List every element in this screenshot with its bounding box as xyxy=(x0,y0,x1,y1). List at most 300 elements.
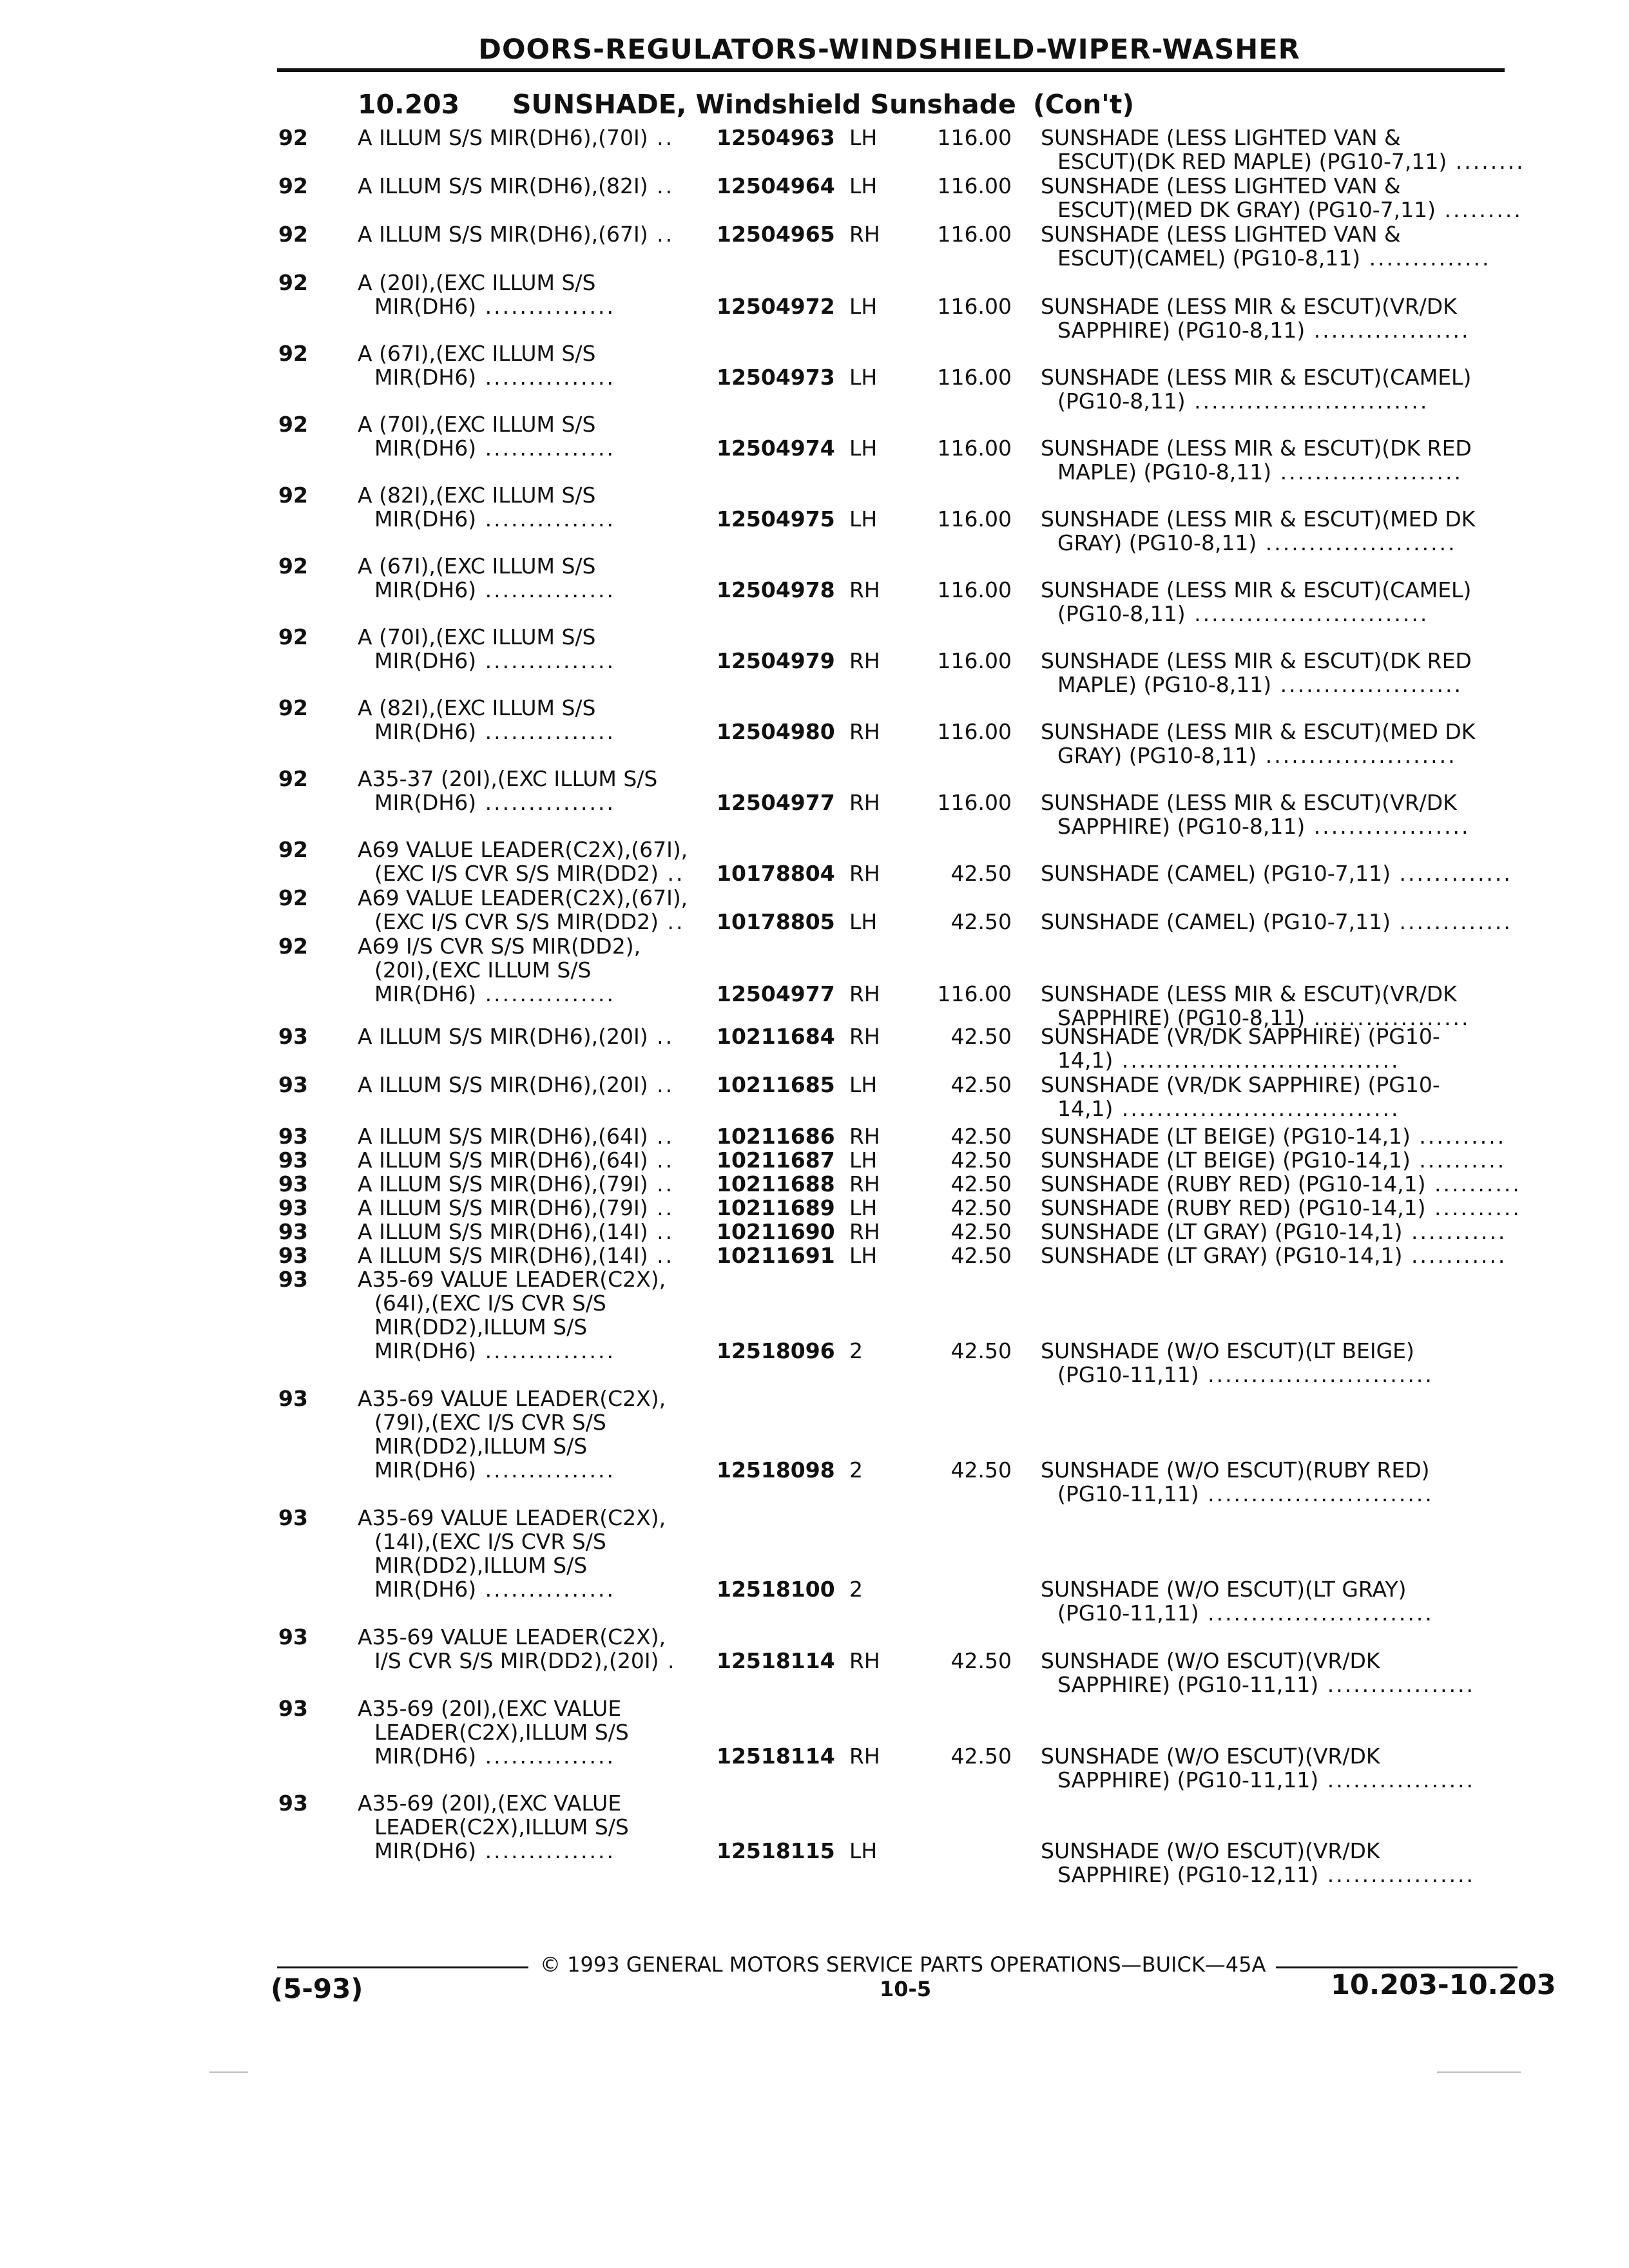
part-name-line xyxy=(1041,1339,1434,1363)
part-name-text: SUNSHADE (CAMEL) (PG10-7,11) xyxy=(1041,909,1391,934)
usage-line xyxy=(358,1839,629,1863)
part-name-line xyxy=(1041,673,1472,697)
part-name xyxy=(1041,1458,1434,1506)
part-name-line xyxy=(1041,1839,1475,1863)
usage-description xyxy=(358,1387,666,1482)
leader-dots: ..................... xyxy=(1271,672,1463,697)
list-price: 42.50 xyxy=(950,1171,1012,1196)
usage-text: A ILLUM S/S MIR(DH6),(82I) xyxy=(358,173,648,198)
usage-line xyxy=(358,1124,674,1148)
part-name-text: SUNSHADE (LT GRAY) (PG10-14,1) xyxy=(1041,1243,1403,1268)
usage-line xyxy=(358,1220,674,1244)
figure-number: 92 xyxy=(278,222,308,247)
usage-text: MIR(DD2),ILLUM S/S xyxy=(374,1434,588,1459)
part-number: 12504974 xyxy=(717,436,835,461)
part-name-text: SUNSHADE (LESS MIR & ESCUT)(MED DK xyxy=(1041,719,1476,744)
side-indicator: LH xyxy=(849,365,878,390)
part-number: 10211686 xyxy=(717,1124,835,1149)
list-price: 116.00 xyxy=(937,506,1012,532)
usage-text: (79I),(EXC I/S CVR S/S xyxy=(374,1410,606,1435)
usage-line xyxy=(358,341,615,365)
side-indicator: LH xyxy=(849,436,878,461)
side-indicator: 2 xyxy=(849,1457,863,1483)
figure-number: 93 xyxy=(278,1624,308,1649)
usage-line xyxy=(358,507,615,531)
figure-number: 93 xyxy=(278,1148,308,1173)
usage-line xyxy=(358,1024,674,1048)
figure-number: 93 xyxy=(278,1219,308,1244)
usage-text: A ILLUM S/S MIR(DH6),(67I) xyxy=(358,222,648,247)
part-name-text: SUNSHADE (W/O ESCUT)(LT GRAY) xyxy=(1041,1577,1407,1602)
figure-number: 92 xyxy=(278,173,308,198)
usage-line xyxy=(358,1649,676,1673)
usage-line xyxy=(358,886,688,910)
usage-text: MIR(DH6) xyxy=(374,365,477,390)
part-name-line xyxy=(1041,1024,1440,1048)
usage-description xyxy=(358,1696,629,1768)
usage-line xyxy=(358,982,641,1006)
part-name-text: SUNSHADE (LESS LIGHTED VAN & xyxy=(1041,125,1401,150)
part-name-text: SAPPHIRE) (PG10-8,11) xyxy=(1057,814,1306,839)
side-indicator: LH xyxy=(849,125,878,150)
part-name-text: SUNSHADE (LESS MIR & ESCUT)(VR/DK xyxy=(1041,294,1457,319)
leader-dots: .. xyxy=(648,1148,675,1173)
leader-dots: .................. xyxy=(1305,318,1470,343)
part-name-line xyxy=(1041,910,1512,934)
usage-line xyxy=(358,1791,629,1815)
usage-text: MIR(DD2),ILLUM S/S xyxy=(374,1314,588,1340)
usage-text: (14I),(EXC I/S CVR S/S xyxy=(374,1529,606,1554)
usage-text: LEADER(C2X),ILLUM S/S xyxy=(374,1720,629,1745)
side-indicator: 2 xyxy=(849,1338,863,1363)
usage-description xyxy=(358,838,688,885)
date-code: (5-93) xyxy=(271,1973,363,2004)
usage-line xyxy=(358,174,674,198)
usage-text: A (67I),(EXC ILLUM S/S xyxy=(358,553,596,579)
part-name-text: SUNSHADE (VR/DK SAPPHIRE) (PG10- xyxy=(1041,1072,1440,1097)
leader-dots: ............. xyxy=(1391,861,1512,886)
list-price: 116.00 xyxy=(937,436,1012,461)
leader-dots: .. xyxy=(648,1024,675,1049)
usage-text: A35-69 VALUE LEADER(C2X), xyxy=(358,1505,666,1530)
part-name-line xyxy=(1041,1601,1434,1625)
side-indicator: LH xyxy=(849,1243,878,1268)
part-name-text: SUNSHADE (LESS MIR & ESCUT)(DK RED xyxy=(1041,436,1472,461)
part-name-line xyxy=(1041,246,1491,270)
leader-dots: .. xyxy=(659,909,685,934)
side-indicator: 2 xyxy=(849,1577,863,1602)
leader-dots: ............... xyxy=(476,719,615,744)
usage-line xyxy=(358,767,657,791)
side-indicator: RH xyxy=(849,719,880,744)
usage-description xyxy=(358,1073,674,1097)
usage-line xyxy=(358,696,615,720)
side-indicator: LH xyxy=(849,1148,878,1173)
part-name xyxy=(1041,1577,1434,1625)
part-name-line xyxy=(1041,389,1471,413)
usage-text: A (67I),(EXC ILLUM S/S xyxy=(358,341,596,366)
part-name-text: SUNSHADE (LESS MIR & ESCUT)(MED DK xyxy=(1041,506,1476,532)
usage-line xyxy=(358,412,615,436)
figure-number: 92 xyxy=(278,695,308,720)
leader-dots: ............... xyxy=(476,577,615,602)
part-name xyxy=(1041,1124,1506,1148)
part-name-text: ESCUT)(DK RED MAPLE) (PG10-7,11) xyxy=(1057,149,1447,174)
list-price: 116.00 xyxy=(937,981,1012,1006)
figure-number: 93 xyxy=(278,1171,308,1196)
usage-line xyxy=(358,271,615,294)
side-indicator: RH xyxy=(849,861,880,886)
figure-number: 92 xyxy=(278,624,308,649)
part-number: 12504977 xyxy=(717,790,835,815)
part-name-text: SAPPHIRE) (PG10-11,11) xyxy=(1057,1672,1319,1697)
part-name-text: 14,1) xyxy=(1057,1096,1113,1121)
usage-text: I/S CVR S/S MIR(DD2),(20I) xyxy=(374,1648,659,1673)
leader-dots: ........... xyxy=(1402,1243,1507,1268)
side-indicator: RH xyxy=(849,1648,880,1673)
leader-dots: .. xyxy=(648,125,675,150)
usage-line xyxy=(358,1387,666,1410)
part-name-line xyxy=(1041,174,1523,198)
part-name xyxy=(1041,365,1471,413)
usage-text: MIR(DH6) xyxy=(374,1338,477,1363)
figure-number: 92 xyxy=(278,483,308,508)
part-number: 12518114 xyxy=(717,1648,835,1673)
part-number: 12518096 xyxy=(717,1338,835,1363)
usage-description xyxy=(358,174,674,198)
usage-text: MIR(DH6) xyxy=(374,1577,477,1602)
figure-number: 92 xyxy=(278,837,308,862)
usage-description xyxy=(358,886,688,934)
leader-dots: ........................... xyxy=(1185,601,1429,626)
part-name-line xyxy=(1041,507,1475,531)
part-number: 12504973 xyxy=(717,365,835,390)
figure-number: 92 xyxy=(278,934,308,959)
usage-text: (EXC I/S CVR S/S MIR(DD2) xyxy=(374,861,659,886)
usage-description xyxy=(358,1148,674,1172)
figure-number: 93 xyxy=(278,1505,308,1530)
part-name-line xyxy=(1041,436,1472,460)
figure-number: 93 xyxy=(278,1195,308,1220)
leader-dots: ............... xyxy=(476,294,615,319)
part-name xyxy=(1041,649,1472,697)
list-price: 116.00 xyxy=(937,648,1012,673)
part-number: 12504964 xyxy=(717,173,835,198)
leader-dots: ............... xyxy=(476,1457,615,1483)
list-price: 42.50 xyxy=(950,861,1012,886)
part-name xyxy=(1041,1744,1475,1792)
usage-description xyxy=(358,1024,674,1048)
part-name-text: ESCUT)(MED DK GRAY) (PG10-7,11) xyxy=(1057,197,1436,222)
usage-line xyxy=(358,720,615,744)
usage-description xyxy=(358,1124,674,1148)
part-name-line xyxy=(1041,1073,1440,1097)
figure-number: 93 xyxy=(278,1024,308,1049)
part-name xyxy=(1041,507,1475,555)
usage-text: A ILLUM S/S MIR(DH6),(20I) xyxy=(358,1072,648,1097)
usage-text: (64I),(EXC I/S CVR S/S xyxy=(374,1291,606,1316)
figure-number: 92 xyxy=(278,553,308,579)
part-name-line xyxy=(1041,744,1475,767)
list-price: 116.00 xyxy=(937,577,1012,602)
part-name xyxy=(1041,982,1470,1030)
leader-dots: .............. xyxy=(1360,245,1491,271)
part-name-line xyxy=(1041,1244,1507,1267)
part-number: 10178805 xyxy=(717,909,835,934)
part-name-text: GRAY) (PG10-8,11) xyxy=(1057,743,1257,768)
leader-dots: . xyxy=(659,1648,677,1673)
scan-speck xyxy=(209,2071,248,2073)
part-name-text: (PG10-8,11) xyxy=(1057,389,1186,414)
part-name-line xyxy=(1041,1577,1434,1601)
usage-text: A ILLUM S/S MIR(DH6),(79I) xyxy=(358,1171,648,1196)
part-name xyxy=(1041,1839,1475,1887)
section-number: 10.203 xyxy=(358,89,460,120)
part-name xyxy=(1041,720,1475,767)
footer-rule-left xyxy=(277,1966,528,1968)
usage-line xyxy=(358,294,615,318)
part-name-text: (PG10-11,11) xyxy=(1057,1600,1199,1626)
usage-line xyxy=(358,1744,629,1768)
usage-line xyxy=(358,1148,674,1172)
part-number: 10211689 xyxy=(717,1195,835,1220)
usage-text: A (82I),(EXC ILLUM S/S xyxy=(358,483,596,508)
part-name-text: SUNSHADE (LESS LIGHTED VAN & xyxy=(1041,222,1401,247)
usage-text: MIR(DH6) xyxy=(374,1838,477,1863)
part-number: 12518098 xyxy=(717,1457,835,1483)
part-name-text: SAPPHIRE) (PG10-8,11) xyxy=(1057,318,1306,343)
leader-dots: ........................... xyxy=(1185,389,1429,414)
usage-line xyxy=(358,861,688,885)
side-indicator: RH xyxy=(849,1024,880,1049)
list-price: 116.00 xyxy=(937,173,1012,198)
part-name-line xyxy=(1041,1482,1434,1506)
figure-number: 93 xyxy=(278,1791,308,1816)
list-price: 116.00 xyxy=(937,125,1012,150)
usage-line xyxy=(358,1458,666,1482)
part-number: 10178804 xyxy=(717,861,835,886)
part-number: 10211691 xyxy=(717,1243,835,1268)
part-name-text: MAPLE) (PG10-8,11) xyxy=(1057,459,1272,485)
part-number: 12504979 xyxy=(717,648,835,673)
usage-line xyxy=(358,483,615,507)
part-name-text: SUNSHADE (W/O ESCUT)(RUBY RED) xyxy=(1041,1457,1430,1483)
part-name-line xyxy=(1041,294,1470,318)
leader-dots: .......................... xyxy=(1199,1362,1434,1387)
part-name-line xyxy=(1041,1744,1475,1768)
part-name-text: SUNSHADE (LESS LIGHTED VAN & xyxy=(1041,173,1401,198)
usage-text: A ILLUM S/S MIR(DH6),(79I) xyxy=(358,1195,648,1220)
leader-dots: .. xyxy=(648,1219,675,1244)
leader-dots: ............. xyxy=(1391,909,1512,934)
part-name-line xyxy=(1041,1124,1506,1148)
usage-text: A35-69 VALUE LEADER(C2X), xyxy=(358,1624,666,1649)
leader-dots: ............... xyxy=(476,436,615,461)
part-name-text: SUNSHADE (RUBY RED) (PG10-14,1) xyxy=(1041,1195,1426,1220)
usage-line xyxy=(358,838,688,861)
usage-description xyxy=(358,341,615,389)
usage-text: A (70I),(EXC ILLUM S/S xyxy=(358,624,596,649)
leader-dots: .. xyxy=(648,222,675,247)
leader-dots: ................. xyxy=(1318,1862,1476,1887)
figure-number: 93 xyxy=(278,1124,308,1149)
figure-number: 92 xyxy=(278,885,308,910)
leader-dots: .......................... xyxy=(1199,1600,1434,1626)
part-name-line xyxy=(1041,1196,1521,1220)
part-name-text: SUNSHADE (LESS MIR & ESCUT)(VR/DK xyxy=(1041,790,1457,815)
part-name-text: SAPPHIRE) (PG10-11,11) xyxy=(1057,1767,1319,1792)
part-name-text: SUNSHADE (W/O ESCUT)(VR/DK xyxy=(1041,1648,1380,1673)
part-name-line xyxy=(1041,1863,1475,1887)
leader-dots: .................. xyxy=(1305,814,1470,839)
part-name xyxy=(1041,578,1471,626)
part-name xyxy=(1041,174,1523,222)
usage-text: MIR(DH6) xyxy=(374,648,477,673)
usage-text: MIR(DD2),ILLUM S/S xyxy=(374,1553,588,1578)
side-indicator: RH xyxy=(849,577,880,602)
usage-text: MIR(DH6) xyxy=(374,981,477,1006)
copyright-notice: © 1993 GENERAL MOTORS SERVICE PARTS OPERATIONS—BUICK—45A xyxy=(540,1952,1266,1977)
usage-text: (20I),(EXC ILLUM S/S xyxy=(374,957,592,983)
list-price: 116.00 xyxy=(937,719,1012,744)
part-name-line xyxy=(1041,1458,1434,1482)
leader-dots: ............... xyxy=(476,790,615,815)
list-price: 42.50 xyxy=(950,1457,1012,1483)
leader-dots: ......... xyxy=(1435,197,1523,222)
leader-dots: .......... xyxy=(1425,1195,1521,1220)
part-name xyxy=(1041,126,1525,173)
part-name-text: SUNSHADE (LT GRAY) (PG10-14,1) xyxy=(1041,1219,1403,1244)
page-range: 10.203-10.203 xyxy=(1331,1969,1556,2001)
part-name-text: SUNSHADE (LESS MIR & ESCUT)(CAMEL) xyxy=(1041,577,1472,602)
usage-text: MIR(DH6) xyxy=(374,790,477,815)
usage-line xyxy=(358,1434,666,1458)
figure-number: 93 xyxy=(278,1072,308,1097)
list-price: 116.00 xyxy=(937,222,1012,247)
leader-dots: ............... xyxy=(476,1838,615,1863)
usage-text: MIR(DH6) xyxy=(374,719,477,744)
side-indicator: LH xyxy=(849,173,878,198)
scan-speck xyxy=(1437,2071,1521,2073)
part-name-text: SUNSHADE (W/O ESCUT)(LT BEIGE) xyxy=(1041,1338,1414,1363)
usage-description xyxy=(358,1791,629,1863)
list-price: 116.00 xyxy=(937,294,1012,319)
figure-number: 92 xyxy=(278,125,308,150)
leader-dots: ................................ xyxy=(1113,1048,1400,1073)
usage-description xyxy=(358,1220,674,1244)
part-name-text: SAPPHIRE) (PG10-8,11) xyxy=(1057,1005,1306,1030)
usage-description xyxy=(358,271,615,318)
part-name-text: (PG10-8,11) xyxy=(1057,601,1186,626)
side-indicator: RH xyxy=(849,222,880,247)
part-name-text: ESCUT)(CAMEL) (PG10-8,11) xyxy=(1057,245,1361,271)
part-number: 10211684 xyxy=(717,1024,835,1049)
usage-line xyxy=(358,1530,666,1553)
leader-dots: .......... xyxy=(1425,1171,1521,1196)
figure-number: 93 xyxy=(278,1696,308,1721)
leader-dots: ............... xyxy=(476,1744,615,1769)
leader-dots: .. xyxy=(648,1124,675,1149)
part-name xyxy=(1041,1196,1521,1220)
usage-line xyxy=(358,578,615,602)
part-number: 12504963 xyxy=(717,125,835,150)
part-name-text: SUNSHADE (VR/DK SAPPHIRE) (PG10- xyxy=(1041,1024,1440,1049)
leader-dots: .......................... xyxy=(1199,1481,1434,1506)
part-name-text: (PG10-11,11) xyxy=(1057,1362,1199,1387)
part-name-line xyxy=(1041,1048,1440,1072)
leader-dots: ............... xyxy=(476,506,615,532)
leader-dots: .. xyxy=(659,861,685,886)
usage-line xyxy=(358,365,615,389)
part-name xyxy=(1041,861,1512,885)
part-name xyxy=(1041,1244,1507,1267)
leader-dots: .. xyxy=(648,1171,675,1196)
leader-dots: ............... xyxy=(476,1577,615,1602)
figure-number: 92 xyxy=(278,341,308,366)
part-name-line xyxy=(1041,649,1472,673)
part-number: 12518114 xyxy=(717,1744,835,1769)
usage-line xyxy=(358,1720,629,1744)
part-number: 12504978 xyxy=(717,577,835,602)
figure-number: 92 xyxy=(278,412,308,437)
usage-description xyxy=(358,1172,674,1196)
list-price: 42.50 xyxy=(950,1072,1012,1097)
part-name-line xyxy=(1041,222,1491,246)
leader-dots: .................. xyxy=(1305,1005,1470,1030)
usage-text: MIR(DH6) xyxy=(374,436,477,461)
part-number: 12504980 xyxy=(717,719,835,744)
part-name xyxy=(1041,294,1470,342)
usage-line xyxy=(358,1291,666,1315)
list-price: 42.50 xyxy=(950,1024,1012,1049)
usage-text: A69 I/S CVR S/S MIR(DD2), xyxy=(358,934,641,959)
usage-line xyxy=(358,1315,666,1339)
usage-line xyxy=(358,1172,674,1196)
list-price: 42.50 xyxy=(950,909,1012,934)
part-name-line xyxy=(1041,1768,1475,1792)
part-name-text: SUNSHADE (RUBY RED) (PG10-14,1) xyxy=(1041,1171,1426,1196)
usage-text: A (70I),(EXC ILLUM S/S xyxy=(358,412,596,437)
part-name xyxy=(1041,910,1512,934)
usage-line xyxy=(358,554,615,578)
part-name-text: SAPPHIRE) (PG10-12,11) xyxy=(1057,1862,1319,1887)
side-indicator: RH xyxy=(849,981,880,1006)
part-name-text: SUNSHADE (W/O ESCUT)(VR/DK xyxy=(1041,1744,1380,1769)
part-name xyxy=(1041,1649,1475,1696)
part-name xyxy=(1041,436,1472,484)
part-name-line xyxy=(1041,126,1525,149)
usage-description xyxy=(358,1506,666,1601)
usage-line xyxy=(358,625,615,649)
leader-dots: .. xyxy=(648,173,675,198)
part-name xyxy=(1041,1172,1521,1196)
usage-text: MIR(DH6) xyxy=(374,577,477,602)
usage-line xyxy=(358,791,657,814)
usage-description xyxy=(358,1625,676,1673)
side-indicator: LH xyxy=(849,1195,878,1220)
page-title: DOORS-REGULATORS-WINDSHIELD-WIPER-WASHER xyxy=(478,34,1300,66)
part-name xyxy=(1041,1220,1507,1244)
side-indicator: LH xyxy=(849,1838,878,1863)
usage-text: A69 VALUE LEADER(C2X),(67I), xyxy=(358,837,688,862)
usage-text: A35-69 VALUE LEADER(C2X), xyxy=(358,1386,666,1411)
leader-dots: ............... xyxy=(476,1338,615,1363)
list-price: 116.00 xyxy=(937,365,1012,390)
part-name-line xyxy=(1041,149,1525,173)
part-name xyxy=(1041,1024,1440,1072)
part-name-line xyxy=(1041,814,1470,838)
footer-rule-right xyxy=(1276,1966,1518,1968)
